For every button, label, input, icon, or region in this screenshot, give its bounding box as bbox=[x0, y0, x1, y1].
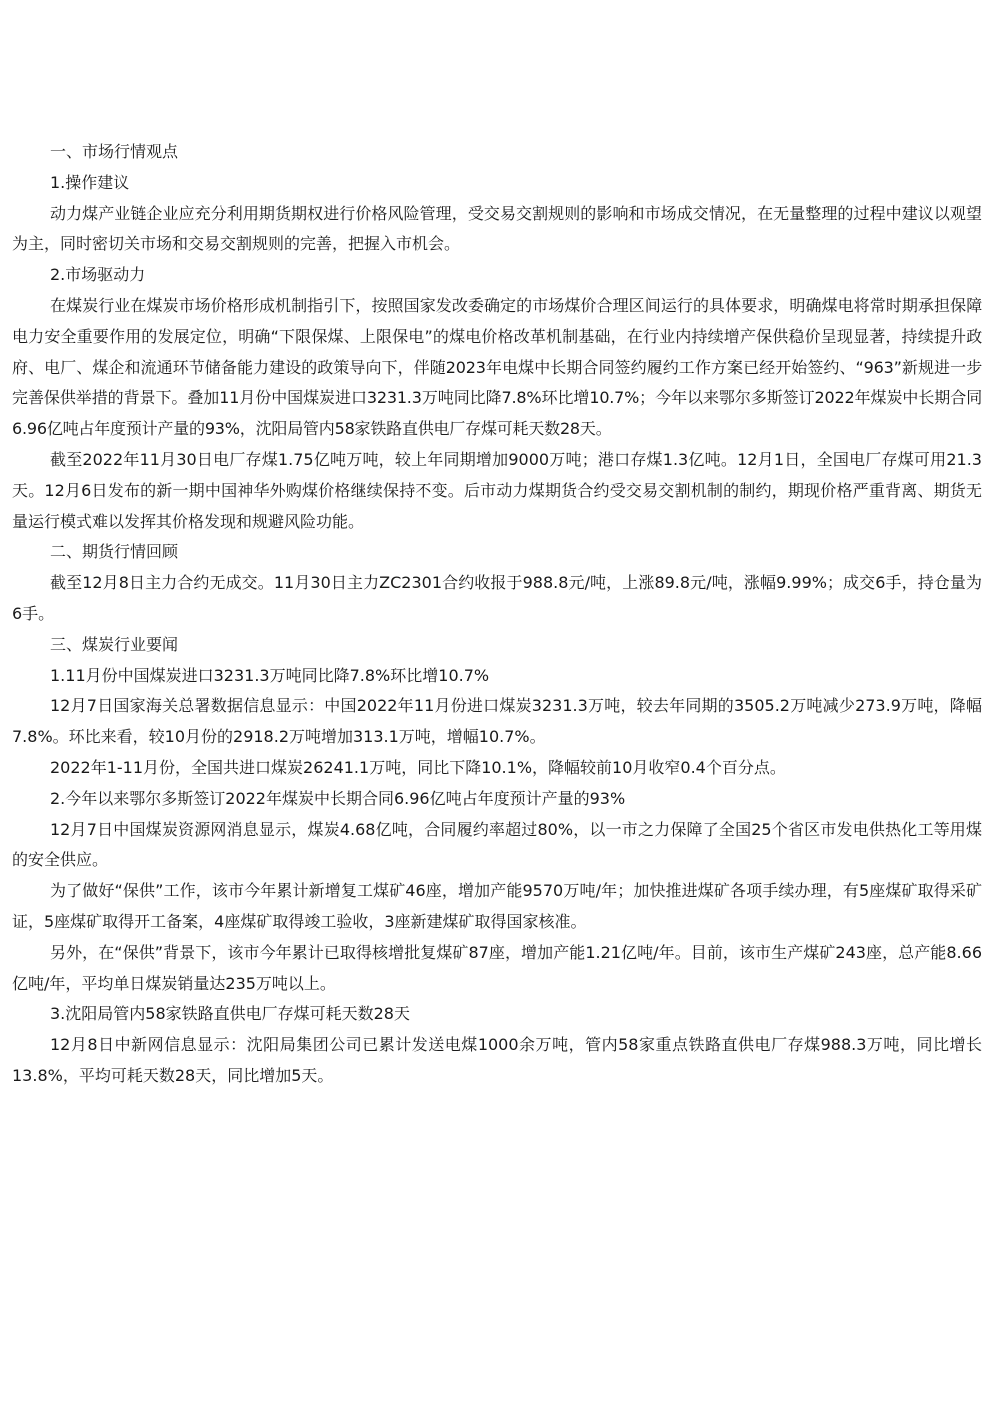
news-title-ordos: 2.今年以来鄂尔多斯签订2022年煤炭中长期合同6.96亿吨占年度预计产量的93% bbox=[50, 788, 626, 808]
paragraph-ordos-capacity: 另外，在“保供”背景下，该市今年累计已取得核增批复煤矿87座，增加产能1.21亿吨/年。目前，该市生产煤矿243座，总产能8.66亿吨/年，平均单日煤炭销量达235万吨以上。 bbox=[12, 942, 982, 993]
paragraph-ordos-supply: 12月7日中国煤炭资源网消息显示，煤炭4.68亿吨，合同履约率超过80%，以一市之力保障了全国25个省区市发电供热化工等用煤的安全供应。 bbox=[12, 819, 982, 870]
news-title-imports: 1.11月份中国煤炭进口3231.3万吨同比降7.8%环比增10.7% bbox=[50, 665, 490, 685]
paragraph-futures-review: 截至12月8日主力合约无成交。11月30日主力ZC2301合约收报于988.8元/吨，上涨89.8元/吨，涨幅9.99%；成交6手，持仓量为6手。 bbox=[12, 573, 982, 623]
paragraph-shenyang-detail: 12月8日中新网信息显示：沈阳局集团公司已累计发送电煤1000余万吨，管内58家重点铁路直供电厂存煤988.3万吨，同比增长13.8%，平均可耗天数28天，同比增加5天。 bbox=[12, 1035, 982, 1085]
section-heading-futures-review: 二、期货行情回顾 bbox=[50, 542, 179, 562]
paragraph-inventory: 截至2022年11月30日电厂存煤1.75亿吨万吨，较上年同期增加9000万吨；港口存煤1.3亿吨。12月1日，全国电厂存煤可用21.3天。12月6日发布的新一期中国神华外购煤价格继续保持不变。后市动力煤期货合约受交易交割机制的制约，期现价格严重背离、期货无量运行模式难以发挥其价格发现和规避风险功能。 bbox=[12, 449, 982, 531]
paragraph-operation-advice: 动力煤产业链企业应充分利用期货期权进行价格风险管理，受交易交割规则的影响和市场成交情况，在无量整理的过程中建议以观望为主，同时密切关市场和交易交割规则的完善，把握入市机会。 bbox=[12, 203, 982, 254]
paragraph-ordos-mines: 为了做好“保供”工作，该市今年累计新增复工煤矿46座，增加产能9570万吨/年；加快推进煤矿各项手续办理，有5座煤矿取得采矿证，5座煤矿取得开工备案，4座煤矿取得竣工验收，3座新建煤矿取得国家核准。 bbox=[12, 881, 982, 931]
document-body bbox=[12, 137, 982, 1092]
news-title-shenyang: 3.沈阳局管内58家铁路直供电厂存煤可耗天数28天 bbox=[50, 1004, 410, 1024]
section-heading-industry-news: 三、煤炭行业要闻 bbox=[50, 634, 179, 654]
paragraph-market-drivers: 在煤炭行业在煤炭市场价格形成机制指引下，按照国家发改委确定的市场煤价合理区间运行的具体要求，明确煤电将常时期承担保障电力安全重要作用的发展定位，明确“下限保煤、上限保电”的煤电价格改革机制基础，在行业内持续增产保供稳价呈现显著，持续提升政府、电厂、煤企和流通环节储备能力建设的政策导向下，伴随2023年电煤中长期合同签约履约工作方案已经开始签约、“963”新规进一步完善保供举措的背景下。叠加11月份中国煤炭进口3231.3万吨同比降7.8%环比增10.7%；今年以来鄂尔多斯签订2022年煤炭中长期合同6.96亿吨占年度预计产量的93%，沈阳局管内58家铁路直供电厂存煤可耗天数28天。 bbox=[12, 295, 982, 439]
paragraph-imports-ytd: 2022年1-11月份，全国共进口煤炭26241.1万吨，同比下降10.1%，降幅较前10月收窄0.4个百分点。 bbox=[50, 757, 786, 777]
subheading-market-drivers: 2.市场驱动力 bbox=[50, 265, 146, 285]
paragraph-imports-detail: 12月7日国家海关总署数据信息显示：中国2022年11月份进口煤炭3231.3万吨，较去年同期的3505.2万吨减少273.9万吨，降幅7.8%。环比来看，较10月份的2918.2万吨增加313.1万吨，增幅10.7%。 bbox=[12, 696, 982, 747]
subheading-operation-advice: 1.操作建议 bbox=[50, 172, 130, 192]
section-heading-market-view: 一、市场行情观点 bbox=[50, 142, 179, 161]
